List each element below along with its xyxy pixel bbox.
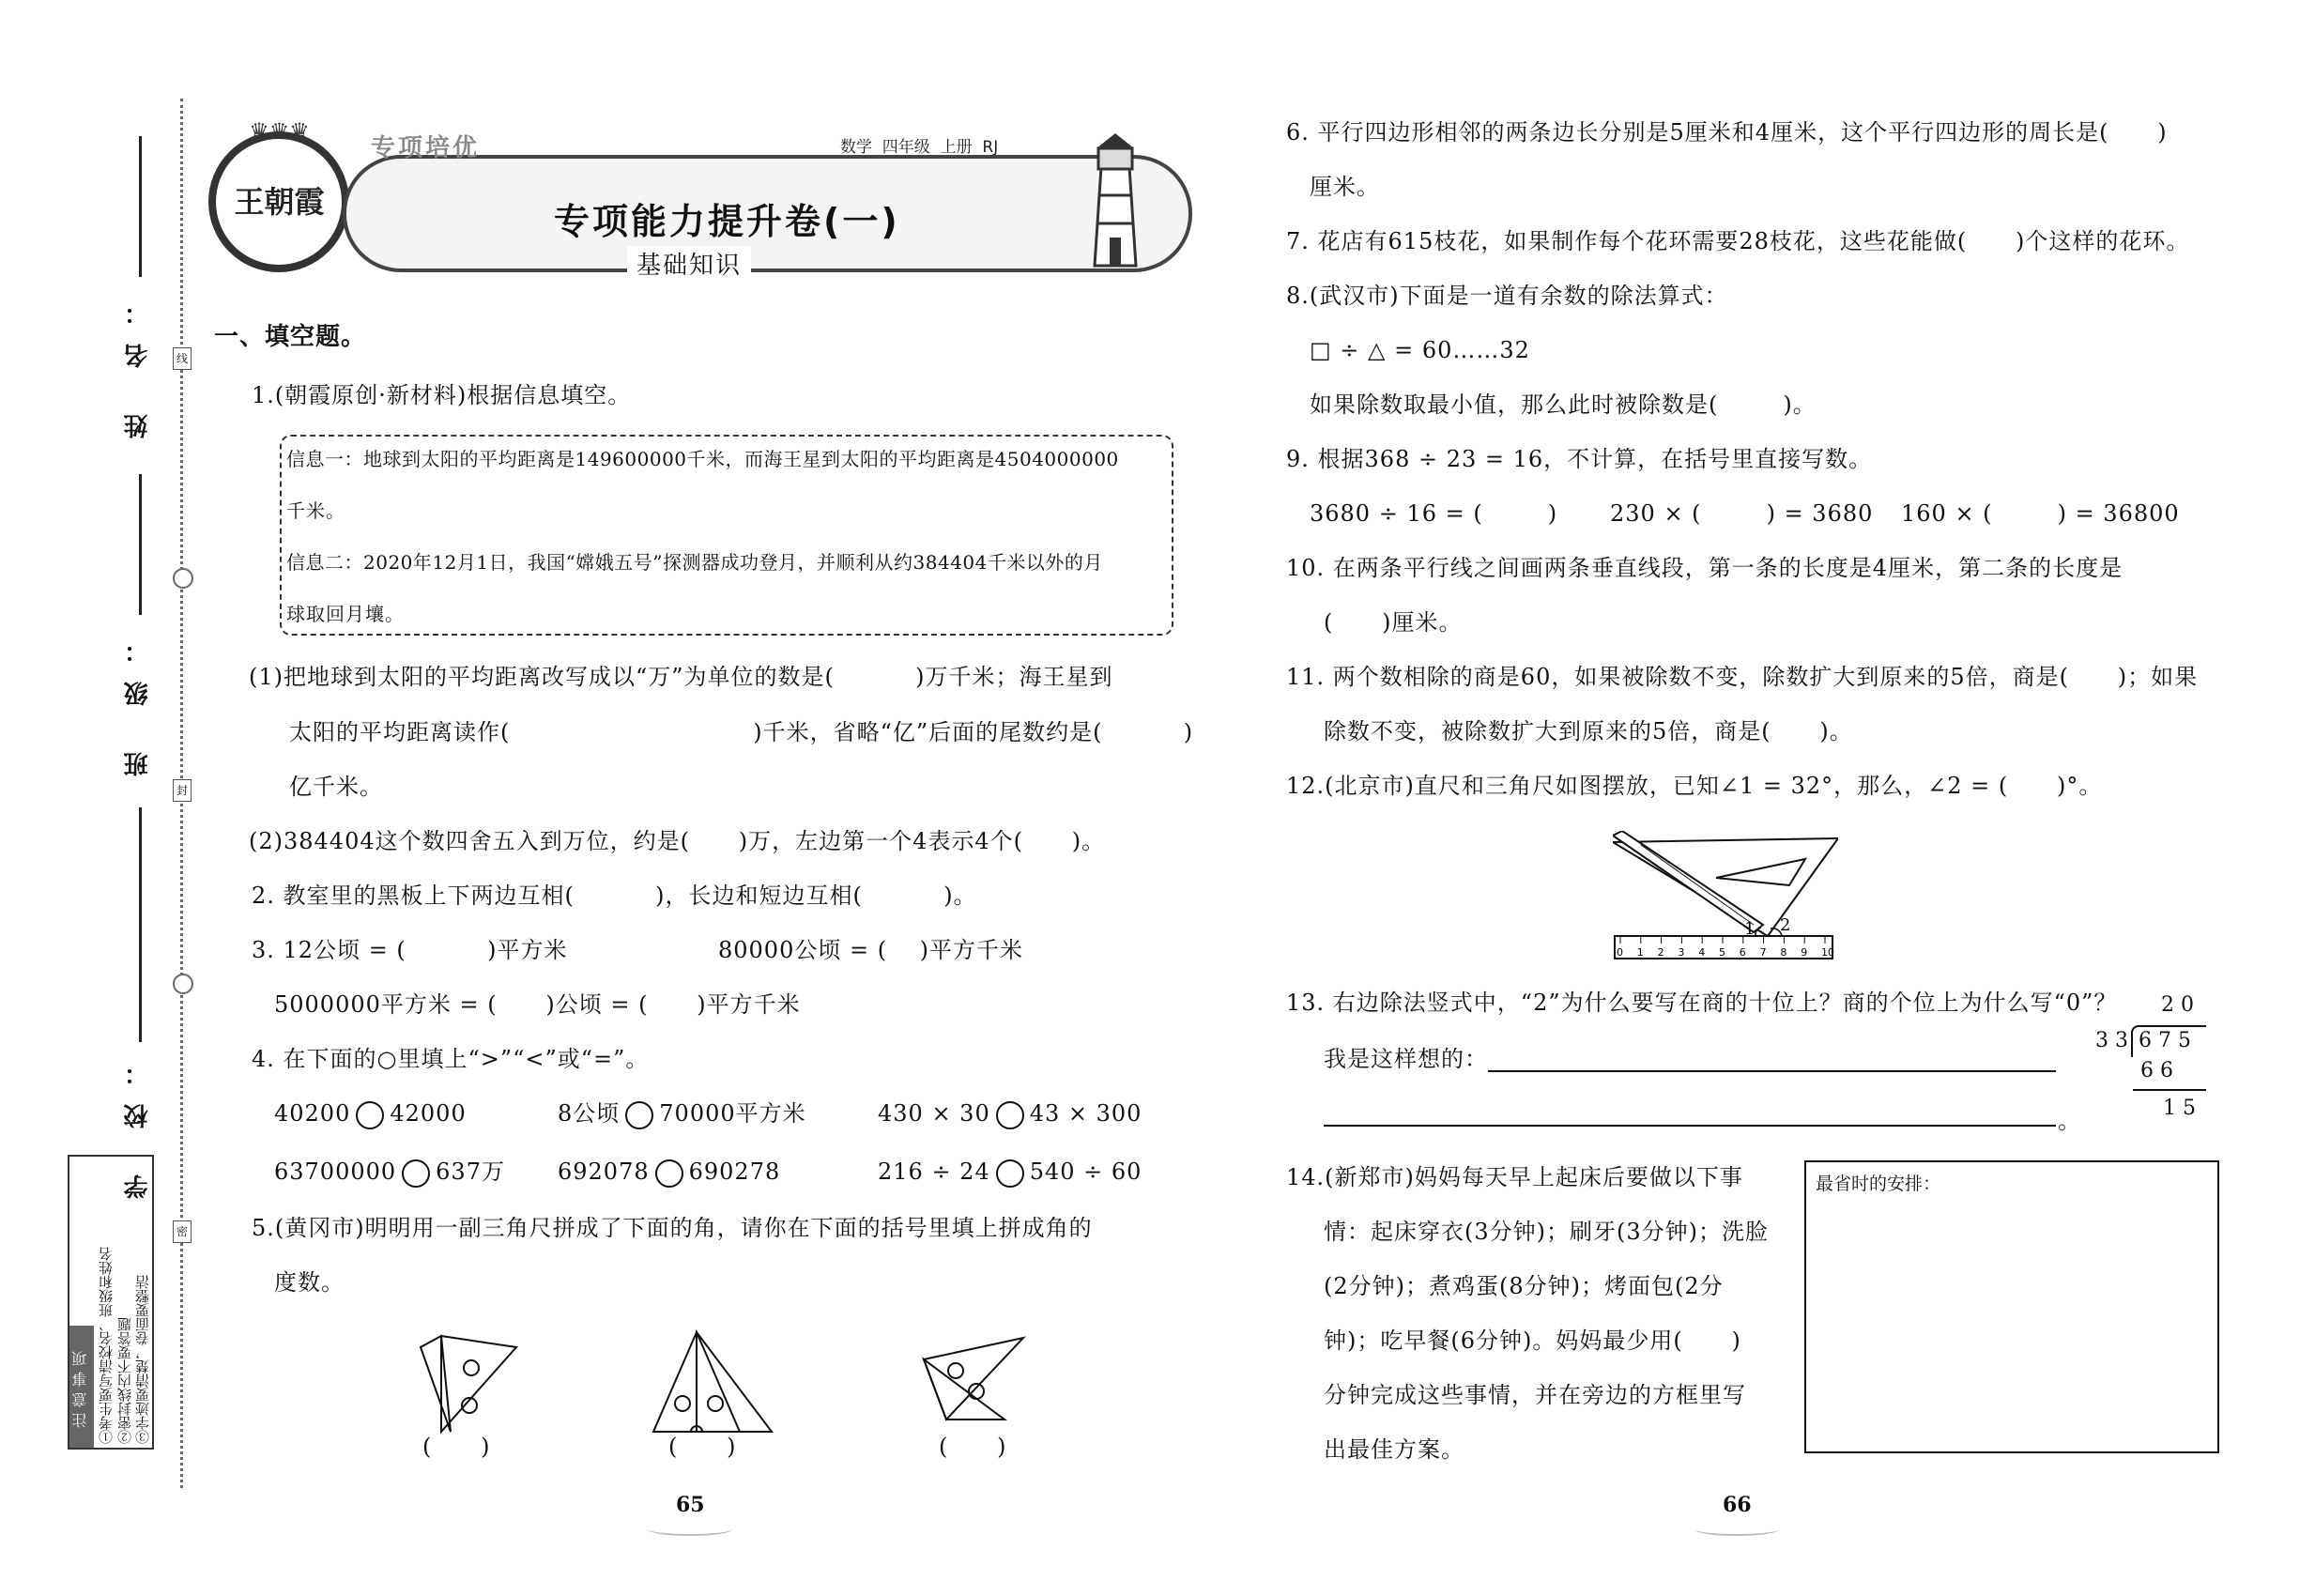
compare-circle[interactable] (655, 1159, 683, 1188)
angle-1-label: 1 (1744, 919, 1756, 939)
question-8-line-2: 如果除数取最小值，那么此时被除数是( )。 (1310, 391, 1817, 418)
compare-item: 430 × 30 43 × 300 (878, 1098, 1142, 1129)
question-6-line-2: 厘米。 (1310, 174, 1380, 200)
question-1: 1.(朝霞原创·新材料)根据信息填空。 (252, 382, 632, 408)
answer-line-1[interactable] (1488, 1070, 2056, 1072)
seal-ornament-1 (173, 568, 193, 589)
logo-crown-icon: ♛♛♛ (249, 118, 310, 145)
question-14-line-4: 钟)；吃早餐(6分钟)。妈妈最少用( ) (1324, 1327, 1741, 1354)
question-1-1-line-3: 亿千米。 (289, 774, 383, 800)
compare-item: 692078 690278 (558, 1157, 780, 1188)
page-subtitle: 基础知识 (627, 246, 751, 281)
question-3c: 5000000平方米 = ( )公顷 = ( )平方千米 (274, 991, 801, 1018)
long-division (2095, 993, 2208, 1134)
answer-line-2[interactable] (1324, 1125, 2056, 1127)
answer-blank-angle-1[interactable]: ( ) (422, 1434, 491, 1460)
header-tag: 专项培优 (371, 134, 481, 162)
question-9c: 160 × ( ) = 36800 (1901, 500, 2180, 527)
answer-blank-angle-3[interactable]: ( ) (939, 1434, 1007, 1460)
info-2-line-2: 球取回月壤。 (286, 603, 405, 625)
page-title: 专项能力提升卷(一) (554, 201, 900, 242)
answer-blank-angle-2[interactable]: ( ) (668, 1434, 737, 1460)
question-5-line-2: 度数。 (274, 1269, 345, 1296)
answer-line-end: 。 (2058, 1108, 2081, 1134)
lighthouse-icon (1078, 130, 1153, 270)
question-14-line-5: 分钟完成这些事情，并在旁边的方框里写 (1324, 1382, 1746, 1408)
logo-badge (208, 118, 349, 272)
school-label: 学 校： (124, 1042, 152, 1200)
compare-item: 216 ÷ 24 540 ÷ 60 (878, 1157, 1142, 1188)
ruler-tick-label: 8 (1780, 946, 1787, 959)
question-14-line-2: 情：起床穿衣(3分钟)；刷牙(3分钟)；洗脸 (1324, 1219, 1769, 1245)
triangle-figure-2 (650, 1328, 781, 1436)
page-number-right: 66 (1723, 1493, 1752, 1517)
ruler-tick-label: 9 (1801, 946, 1808, 959)
compare-item: 8公顷 70000平方米 (558, 1098, 806, 1129)
division-divisor: 3 3 (2095, 1029, 2128, 1052)
question-9: 9. 根据368 ÷ 23 = 16，不计算，在括号里直接写数。 (1286, 446, 1873, 472)
question-4: 4. 在下面的○里填上“>”“<”或“=”。 (252, 1046, 650, 1072)
page-number-ornament-right (1694, 1523, 1779, 1536)
notice-line-3: ③字迹要清楚，卷面要整洁 (134, 1275, 151, 1444)
question-1-2: (2)384404这个数四舍五入到万位，约是( )万，左边第一个4表示4个( )。 (249, 828, 1106, 854)
seal-mark-1: 线 (173, 347, 192, 370)
ruler-tick-label: 3 (1678, 946, 1685, 959)
question-2: 2. 教室里的黑板上下两边互相( )，长边和短边互相( )。 (252, 882, 977, 909)
notice-line-2: ②密封线内不要答题 (116, 1317, 133, 1444)
class-label: 班 级： (124, 620, 152, 777)
ruler-tick-label: 1 (1636, 946, 1644, 959)
question-14-line-3: (2分钟)；煮鸡蛋(8分钟)；烤面包(2分 (1324, 1273, 1724, 1299)
division-quotient: 2 0 (2161, 993, 2194, 1017)
question-12: 12.(北京市)直尺和三角尺如图摆放，已知∠1 = 32°，那么，∠2 = ( )°。 (1286, 773, 2103, 799)
seal-mark-2: 封 (173, 779, 192, 802)
question-6-line-1: 6. 平行四边形相邻的两条边长分别是5厘米和4厘米，这个平行四边形的周长是( ) (1286, 119, 2168, 146)
division-step: 6 6 (2140, 1059, 2173, 1082)
ruler-tick-label: 6 (1739, 946, 1746, 959)
ruler-tick-label: 2 (1657, 946, 1664, 959)
class-field[interactable] (139, 474, 142, 615)
triangle-figure-1 (413, 1328, 526, 1441)
page-number-left: 65 (676, 1493, 705, 1517)
compare-circle[interactable] (356, 1101, 384, 1129)
question-11-line-1: 11. 两个数相除的商是60，如果被除数不变，除数扩大到原来的5倍，商是( )；如果 (1286, 664, 2199, 690)
ruler-tick-label: 5 (1719, 946, 1725, 959)
question-9a: 3680 ÷ 16 = ( ) (1310, 500, 1558, 527)
question-9b: 230 × ( ) = 3680 (1610, 500, 1874, 527)
question-7: 7. 花店有615枝花，如果制作每个花环需要28枝花，这些花能做( )个这样的花环。 (1286, 228, 2190, 254)
question-10-line-1: 10. 在两条平行线之间画两条垂直线段，第一条的长度是4厘米，第二条的长度是 (1286, 555, 2124, 581)
angle-2-label: 2 (1780, 915, 1791, 935)
notice-line-1: ①考生要写清校名、班级和姓名 (98, 1247, 115, 1444)
ruler-tick-label: 4 (1698, 946, 1706, 959)
ruler-tick-label: 7 (1759, 946, 1767, 959)
logo-text: 王朝霞 (234, 184, 325, 220)
triangle-figure-3 (920, 1333, 1033, 1427)
info-2-line-1: 信息二：2020年12月1日，我国“嫦娥五号”探测器成功登月，并顺利从约384404千米以外的月 (286, 551, 1103, 574)
ruler-tick-label: 0 (1617, 946, 1623, 959)
ruler-triangle-figure (1613, 831, 1838, 962)
question-8-equation: □ ÷ △ = 60……32 (1310, 337, 1530, 363)
notice-box (68, 1155, 154, 1450)
question-3b: 80000公顷 = ( )平方千米 (718, 937, 1023, 963)
answer-box-label: 最省时的安排： (1816, 1174, 1941, 1194)
seal-ornament-2 (173, 974, 193, 994)
page-number-ornament-left (648, 1523, 732, 1536)
compare-circle[interactable] (625, 1101, 653, 1129)
question-5-line-1: 5.(黄冈市)明明用一副三角尺拼成了下面的角，请你在下面的括号里填上拼成角的 (252, 1215, 1093, 1241)
compare-item: 40200 42000 (274, 1098, 467, 1129)
school-field[interactable] (139, 807, 142, 1042)
question-14-line-6: 出最佳方案。 (1324, 1436, 1464, 1463)
question-3a: 3. 12公顷 = ( )平方米 (252, 937, 568, 963)
compare-circle[interactable] (996, 1159, 1024, 1188)
question-13-answer-label: 我是这样想的： (1324, 1046, 1488, 1072)
question-1-1-line-1: (1)把地球到太阳的平均距离改写成以“万”为单位的数是( )万千米；海王星到 (249, 664, 1113, 690)
compare-circle[interactable] (996, 1101, 1024, 1129)
question-1-1-line-2: 太阳的平均距离读作( )千米，省略“亿”后面的尾数约是( ) (289, 719, 1194, 745)
header-meta: 数学 四年级 上册 RJ (840, 138, 999, 157)
section-heading: 一、填空题。 (214, 323, 367, 351)
compare-circle[interactable] (402, 1159, 430, 1188)
ruler-tick-label: 10 (1821, 946, 1834, 959)
name-label: 姓 名： (124, 282, 152, 439)
notice-title: 注意事项 (69, 1326, 94, 1448)
question-8: 8.(武汉市)下面是一道有余数的除法算式： (1286, 283, 1728, 309)
info-1-line-2: 千米。 (286, 499, 345, 522)
division-rule (2133, 1089, 2206, 1091)
question-10-line-2: ( )厘米。 (1324, 609, 1463, 636)
division-remainder: 1 5 (2163, 1097, 2196, 1120)
division-dividend: 6 7 5 (2139, 1029, 2191, 1052)
info-1-line-1: 信息一：地球到太阳的平均距离是149600000千米，而海王星到太阳的平均距离是4504000000 (286, 448, 1119, 470)
answer-box[interactable] (1804, 1160, 2219, 1453)
name-field[interactable] (139, 136, 142, 277)
question-11-line-2: 除数不变，被除数扩大到原来的5倍，商是( )。 (1324, 718, 1853, 744)
compare-item: 63700000 637万 (274, 1157, 505, 1188)
question-14-line-1: 14.(新郑市)妈妈每天早上起床后要做以下事 (1286, 1164, 1743, 1190)
seal-mark-3: 密 (173, 1220, 192, 1243)
question-13: 13. 右边除法竖式中，“2”为什么要写在商的十位上？商的个位上为什么写“0”？ (1286, 990, 2118, 1016)
